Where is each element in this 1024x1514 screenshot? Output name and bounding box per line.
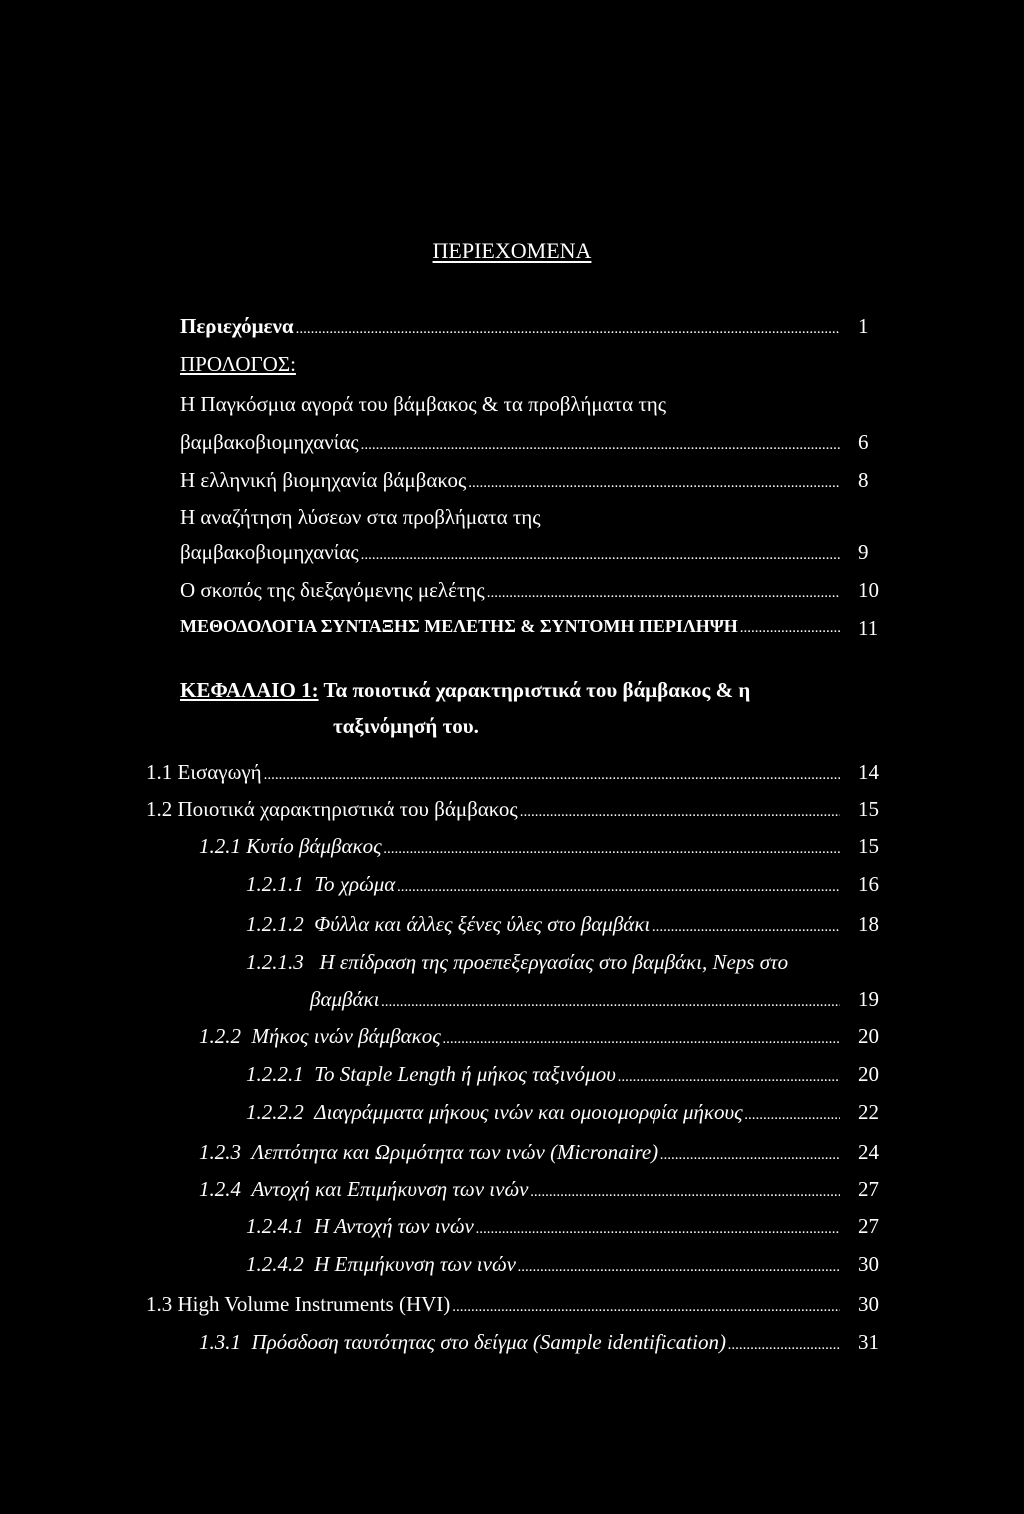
toc-entry-number: 1.2.1 — [199, 834, 241, 858]
leader-dots — [468, 469, 840, 497]
toc-entry-number: 1.2.4 — [199, 1177, 241, 1201]
page-title: ΠΕΡΙΕΧΟΜΕΝΑ — [432, 238, 592, 263]
toc-entry-text: Πρόσδοση ταυτότητας στο δείγμα (Sample identification) — [251, 1330, 726, 1354]
toc-page-number: 15 — [858, 797, 879, 821]
toc-entry[interactable] — [246, 1060, 842, 1088]
toc-page-number: 22 — [858, 1100, 879, 1124]
toc-entry-text: Η επίδραση της προεπεξεργασίας στο βαμβάκι, Neps στο — [319, 950, 789, 974]
toc-entry[interactable] — [199, 1328, 842, 1356]
toc-entry-text: βαμβάκι — [310, 987, 380, 1011]
toc-entry-number: 1.2.2.2 — [246, 1100, 304, 1124]
toc-page-number: 1 — [858, 314, 869, 338]
toc-entry-number: 1.2.4.2 — [246, 1252, 304, 1276]
toc-page-number: 11 — [858, 616, 879, 640]
toc-page-number: 18 — [858, 912, 879, 936]
toc-entry-text: ΜΕΘΟΔΟΛΟΓΙΑ ΣΥΝΤΑΞΗΣ ΜΕΛΕΤΗΣ & ΣΥΝΤΟΜΗ ΠΕΡΙΛΗΨΗ — [180, 616, 738, 636]
toc-entry-number: 1.2.1.1 — [246, 872, 304, 896]
toc-entry-text: Το χρώμα — [314, 872, 396, 896]
toc-entry[interactable] — [180, 576, 842, 604]
toc-entry[interactable] — [246, 1098, 842, 1126]
toc-entry[interactable] — [146, 758, 842, 786]
toc-page-number: 8 — [858, 468, 869, 492]
toc-entry[interactable] — [180, 312, 842, 340]
toc-entry-number: 1.2.4.1 — [246, 1214, 304, 1238]
toc-entry-text: Αντοχή και Επιμήκυνση των ινών — [251, 1177, 529, 1201]
leader-dots — [745, 1101, 840, 1129]
toc-entry-text: Ο σκοπός της διεξαγόμενης μελέτης — [180, 578, 485, 602]
preface-heading-text: ΠΡΟΛΟΓΟΣ: — [180, 352, 296, 376]
toc-entry[interactable] — [310, 985, 842, 1013]
toc-entry[interactable] — [246, 870, 842, 898]
toc-page-number: 31 — [858, 1330, 879, 1354]
toc-entry-text: βαμβακοβιομηχανίας — [180, 540, 359, 564]
toc-page-number: 6 — [858, 430, 869, 454]
toc-entry[interactable] — [246, 1212, 842, 1240]
toc-entry[interactable] — [199, 1138, 842, 1166]
toc-entry-text: Εισαγωγή — [177, 760, 262, 784]
leader-dots — [618, 1063, 840, 1091]
toc-entry-text: Η Παγκόσμια αγορά του βάμβακος & τα προβλήματα της — [180, 392, 667, 416]
toc-entry-number: 1.2.3 — [199, 1140, 241, 1164]
toc-entry-text: βαμβακοβιομηχανίας — [180, 430, 359, 454]
toc-entry-text: Το Staple Length ή μήκος ταξινόμου — [314, 1062, 616, 1086]
toc-entry[interactable] — [246, 1250, 842, 1278]
toc-entry-text: Η ελληνική βιομηχανία βάμβακος — [180, 468, 467, 492]
toc-page-number: 15 — [858, 834, 879, 858]
toc-entry-number: 1.3.1 — [199, 1330, 241, 1354]
leader-dots — [652, 913, 840, 941]
toc-entry[interactable] — [199, 1175, 842, 1203]
toc-entry-text: Η Αντοχή των ινών — [314, 1214, 474, 1238]
toc-entry-text: High Volume Instruments (HVI) — [177, 1292, 451, 1316]
toc-entry[interactable] — [199, 832, 842, 860]
leader-dots — [660, 1141, 840, 1169]
chapter-label: ΚΕΦΑΛΑΙΟ 1: — [180, 678, 319, 702]
toc-page-number: 20 — [858, 1024, 879, 1048]
leader-dots — [361, 431, 840, 459]
toc-entry[interactable] — [199, 1022, 842, 1050]
toc-entry-text: Μήκος ινών βάμβακος — [251, 1024, 441, 1048]
toc-page-number: 10 — [858, 578, 879, 602]
toc-entry-number: 1.2.2 — [199, 1024, 241, 1048]
toc-entry-text: Περιεχόμενα — [180, 314, 294, 338]
toc-page-number: 16 — [858, 872, 879, 896]
chapter-title-line1: Τα ποιοτικά χαρακτηριστικά του βάμβακος & η — [323, 678, 751, 702]
leader-dots — [476, 1215, 840, 1243]
toc-entry[interactable] — [180, 428, 842, 456]
leader-dots — [520, 798, 840, 826]
leader-dots — [530, 1178, 840, 1206]
toc-entry-number: 1.1 — [146, 760, 173, 784]
toc-page-number: 27 — [858, 1177, 879, 1201]
toc-entry-text: Διαγράμματα μήκους ινών και ομοιομορφία μήκους — [314, 1100, 743, 1124]
leader-dots — [443, 1025, 840, 1053]
toc-entry-first-line — [246, 948, 788, 976]
leader-dots — [728, 1331, 840, 1359]
leader-dots — [296, 315, 840, 343]
toc-entry-text: Κυτίο βάμβακος — [246, 834, 382, 858]
leader-dots — [452, 1293, 840, 1321]
toc-entry-number: 1.2.1.3 — [246, 950, 304, 974]
toc-entry[interactable] — [146, 1290, 842, 1318]
toc-page-number: 20 — [858, 1062, 879, 1086]
leader-dots — [487, 579, 840, 607]
toc-entry-number: 1.2.2.1 — [246, 1062, 304, 1086]
toc-entry-text: Η Επιμήκυνση των ινών — [314, 1252, 516, 1276]
toc-entry-text: Λεπτότητα και Ωριμότητα των ινών (Micronaire) — [251, 1140, 659, 1164]
toc-entry-text: Η αναζήτηση λύσεων στα προβλήματα της — [180, 505, 541, 529]
leader-dots — [361, 541, 840, 569]
leader-dots — [264, 761, 840, 789]
toc-page-number: 14 — [858, 760, 879, 784]
leader-dots — [384, 835, 840, 863]
toc-entry-text: Φύλλα και άλλες ξένες ύλες στο βαμβάκι — [314, 912, 651, 936]
toc-entry[interactable] — [180, 466, 842, 494]
toc-entry[interactable] — [146, 795, 842, 823]
toc-page-number: 9 — [858, 540, 869, 564]
toc-entry-number: 1.3 — [146, 1292, 173, 1316]
toc-page-number: 27 — [858, 1214, 879, 1238]
toc-entry[interactable] — [180, 612, 842, 640]
preface-heading — [180, 350, 296, 378]
chapter-title-line2: ταξινόμησή του. — [333, 714, 479, 738]
toc-page-number: 24 — [858, 1140, 879, 1164]
toc-page-number: 30 — [858, 1292, 879, 1316]
leader-dots — [740, 614, 840, 642]
leader-dots — [518, 1253, 840, 1281]
chapter-heading — [180, 676, 750, 704]
leader-dots — [397, 873, 840, 901]
toc-entry-number: 1.2.1.2 — [246, 912, 304, 936]
toc-entry-number: 1.2 — [146, 797, 173, 821]
toc-page-number: 30 — [858, 1252, 879, 1276]
toc-page-number: 19 — [858, 987, 879, 1011]
toc-entry[interactable] — [180, 538, 842, 566]
toc-entry-text: Ποιοτικά χαρακτηριστικά του βάμβακος — [177, 797, 518, 821]
toc-entry[interactable] — [246, 910, 842, 938]
leader-dots — [381, 988, 840, 1016]
